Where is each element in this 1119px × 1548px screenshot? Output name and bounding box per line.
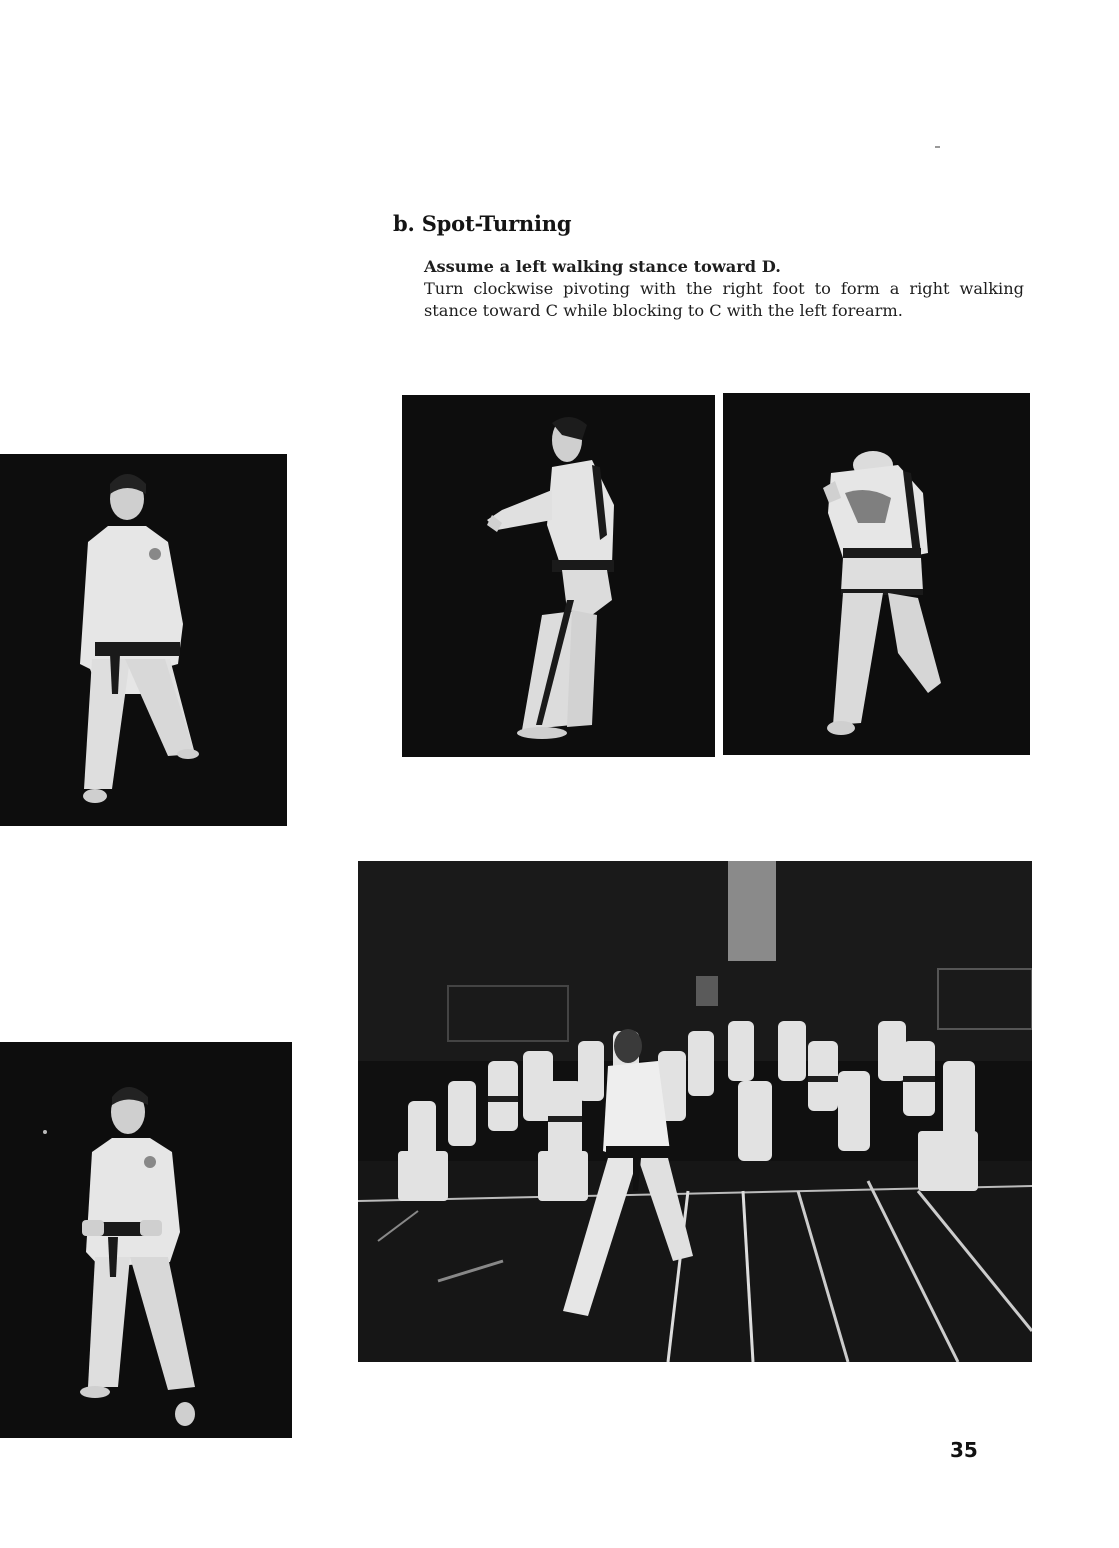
figure-illustration bbox=[723, 393, 1030, 755]
page-number: 35 bbox=[950, 1438, 978, 1462]
instruction-text: Turn clockwise pivoting with the right foot to form a right walking stance toward C while blocking to C with the left forearm. bbox=[424, 279, 1024, 320]
figure-illustration bbox=[0, 1042, 292, 1438]
photo-walking-stance-side bbox=[402, 395, 715, 757]
instruction-block bbox=[424, 256, 1024, 322]
section-heading: b. Spot-Turning bbox=[393, 211, 572, 236]
print-speck bbox=[935, 146, 940, 148]
photo-ready-stance-front-2 bbox=[0, 1042, 292, 1438]
photo-spot-turn-back bbox=[723, 393, 1030, 755]
photo-ready-stance-front bbox=[0, 454, 287, 826]
photo-group-class-gym bbox=[358, 861, 1032, 1362]
figure-illustration bbox=[0, 454, 287, 826]
gym-scene-illustration bbox=[358, 861, 1032, 1362]
instruction-lead: Assume a left walking stance toward D. bbox=[424, 257, 781, 276]
figure-illustration bbox=[402, 395, 715, 757]
